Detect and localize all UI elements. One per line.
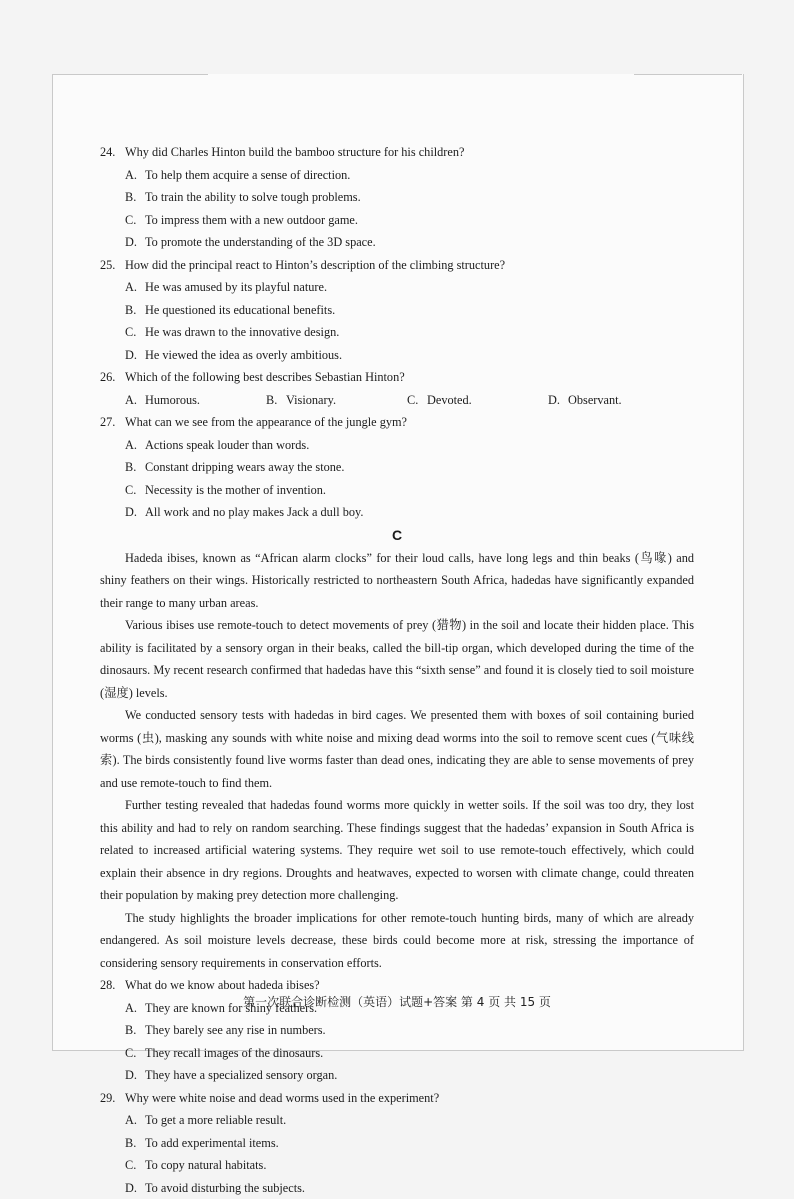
answer-option	[125, 1019, 415, 1042]
question-number: 29.	[100, 1087, 115, 1110]
answer-option	[125, 501, 415, 524]
answer-option	[125, 1132, 415, 1155]
option-text: They have a specialized sensory organ.	[145, 1068, 337, 1082]
option-letter: B.	[125, 1019, 145, 1042]
sheet-top-edge-left	[52, 74, 208, 75]
answer-option	[266, 389, 407, 412]
question-stem	[100, 366, 694, 389]
option-letter: C.	[125, 209, 145, 232]
option-text: To train the ability to solve tough problems.	[145, 190, 361, 204]
options-list	[100, 997, 694, 1087]
options-list	[100, 164, 694, 254]
answer-option	[125, 479, 415, 502]
answer-option	[125, 1177, 415, 1199]
question-stem	[100, 1087, 694, 1110]
option-text: Devoted.	[427, 393, 472, 407]
option-letter: A.	[125, 997, 145, 1020]
question-block	[100, 366, 694, 411]
question-text: Which of the following best describes Sebastian Hinton?	[125, 370, 405, 384]
questions-group-top	[100, 141, 694, 524]
answer-option	[125, 344, 415, 367]
option-text: They barely see any rise in numbers.	[145, 1023, 326, 1037]
option-text: To promote the understanding of the 3D space.	[145, 235, 376, 249]
option-text: To avoid disturbing the subjects.	[145, 1181, 305, 1195]
options-list	[100, 434, 694, 524]
option-text: Necessity is the mother of invention.	[145, 483, 326, 497]
option-letter: D.	[125, 1177, 145, 1199]
option-text: To help them acquire a sense of direction.	[145, 168, 350, 182]
passage-paragraph: We conducted sensory tests with hadedas in bird cages. We presented them with boxes of soil containing buried worms (虫), masking any sounds with white noise and mixing dead worms into the soil to remove scent cues (气味线索). The birds consistently found live worms faster than dead ones, indicating they are able to sense movements of prey and use remote-touch to find them.	[100, 704, 694, 794]
option-text: To copy natural habitats.	[145, 1158, 266, 1172]
answer-option	[125, 1042, 415, 1065]
option-letter: D.	[548, 389, 568, 412]
question-stem	[100, 254, 694, 277]
question-text: Why were white noise and dead worms used in the experiment?	[125, 1091, 439, 1105]
option-letter: A.	[125, 276, 145, 299]
question-stem	[100, 411, 694, 434]
option-letter: A.	[125, 1109, 145, 1132]
option-letter: A.	[125, 389, 145, 412]
option-text: Observant.	[568, 393, 622, 407]
question-text: What can we see from the appearance of the jungle gym?	[125, 415, 407, 429]
options-list	[100, 389, 694, 412]
option-text: Constant dripping wears away the stone.	[145, 460, 344, 474]
option-text: To get a more reliable result.	[145, 1113, 286, 1127]
answer-option	[125, 1109, 415, 1132]
passage-paragraph: Further testing revealed that hadedas found worms more quickly in wetter soils. If the soil was too dry, they lost this ability and had to rely on random searching. These findings suggest that the hadedas’ expansion in South Africa is related to increased artificial watering systems. They require wet soil to use remote-touch effectively, which could explain their absence in dry regions. Droughts and heatwaves, expected to worsen with climate change, could threaten their population by making prey detection more challenging.	[100, 794, 694, 907]
option-text: To add experimental items.	[145, 1136, 279, 1150]
option-letter: A.	[125, 434, 145, 457]
question-stem	[100, 141, 694, 164]
question-number: 26.	[100, 366, 115, 389]
answer-option	[125, 1154, 415, 1177]
question-number: 25.	[100, 254, 115, 277]
answer-option	[125, 456, 415, 479]
sheet-top-edge-right	[634, 74, 742, 75]
answer-option	[407, 389, 548, 412]
option-text: They recall images of the dinosaurs.	[145, 1046, 323, 1060]
option-letter: B.	[125, 1132, 145, 1155]
section-heading: C	[100, 524, 694, 546]
passage-paragraph: Various ibises use remote-touch to detect movements of prey (猎物) in the soil and locate their hidden place. This ability is facilitated by a sensory organ in their beaks, called the bill-tip organ, which developed during the time of the dinosaurs. My recent research confirmed that hadedas have this “sixth sense” and found it is closely tied to soil moisture (湿度) levels.	[100, 614, 694, 704]
answer-option	[125, 209, 415, 232]
option-text: He questioned its educational benefits.	[145, 303, 335, 317]
question-block	[100, 141, 694, 254]
question-number: 24.	[100, 141, 115, 164]
option-letter: D.	[125, 344, 145, 367]
question-block	[100, 1087, 694, 1199]
answer-option	[125, 299, 415, 322]
option-letter: B.	[125, 299, 145, 322]
answer-option	[125, 276, 415, 299]
option-letter: C.	[125, 1154, 145, 1177]
question-block	[100, 254, 694, 367]
option-text: Actions speak louder than words.	[145, 438, 309, 452]
answer-option	[125, 186, 415, 209]
question-number: 27.	[100, 411, 115, 434]
option-letter: A.	[125, 164, 145, 187]
option-text: To impress them with a new outdoor game.	[145, 213, 358, 227]
question-text: What do we know about hadeda ibises?	[125, 978, 320, 992]
question-number: 28.	[100, 974, 115, 997]
option-letter: D.	[125, 501, 145, 524]
option-text: He was drawn to the innovative design.	[145, 325, 339, 339]
option-text: Humorous.	[145, 393, 200, 407]
question-block	[100, 411, 694, 524]
answer-option	[125, 321, 415, 344]
option-letter: B.	[125, 186, 145, 209]
answer-option	[125, 434, 415, 457]
passage-paragraph: The study highlights the broader implications for other remote-touch hunting birds, many of which are already endangered. As soil moisture levels decrease, these birds could become more at risk, stressing the importance of considering sensory requirements in conservation efforts.	[100, 907, 694, 975]
options-list	[100, 276, 694, 366]
option-text: They are known for shiny feathers.	[145, 1001, 317, 1015]
reading-passage	[100, 547, 694, 975]
page-content	[100, 141, 694, 1199]
option-letter: C.	[125, 321, 145, 344]
passage-paragraph: Hadeda ibises, known as “African alarm clocks” for their loud calls, have long legs and thin beaks (鸟喙) and shiny feathers on their wings. Historically restricted to northeastern South Africa, hadedas have significantly expanded their range to many urban areas.	[100, 547, 694, 615]
option-text: He was amused by its playful nature.	[145, 280, 327, 294]
option-letter: C.	[407, 389, 427, 412]
option-text: All work and no play makes Jack a dull boy.	[145, 505, 363, 519]
option-letter: D.	[125, 1064, 145, 1087]
answer-option	[125, 1064, 415, 1087]
option-text: He viewed the idea as overly ambitious.	[145, 348, 342, 362]
answer-option	[125, 164, 415, 187]
question-text: Why did Charles Hinton build the bamboo structure for his children?	[125, 145, 464, 159]
option-letter: B.	[125, 456, 145, 479]
option-letter: C.	[125, 479, 145, 502]
option-letter: D.	[125, 231, 145, 254]
answer-option	[125, 231, 415, 254]
answer-option	[125, 389, 266, 412]
answer-option	[548, 389, 689, 412]
option-text: Visionary.	[286, 393, 336, 407]
page-footer: 第一次联合诊断检测（英语）试题+答案 第 4 页 共 15 页	[0, 993, 794, 1010]
option-letter: C.	[125, 1042, 145, 1065]
option-letter: B.	[266, 389, 286, 412]
question-block	[100, 974, 694, 1087]
question-text: How did the principal react to Hinton’s description of the climbing structure?	[125, 258, 505, 272]
